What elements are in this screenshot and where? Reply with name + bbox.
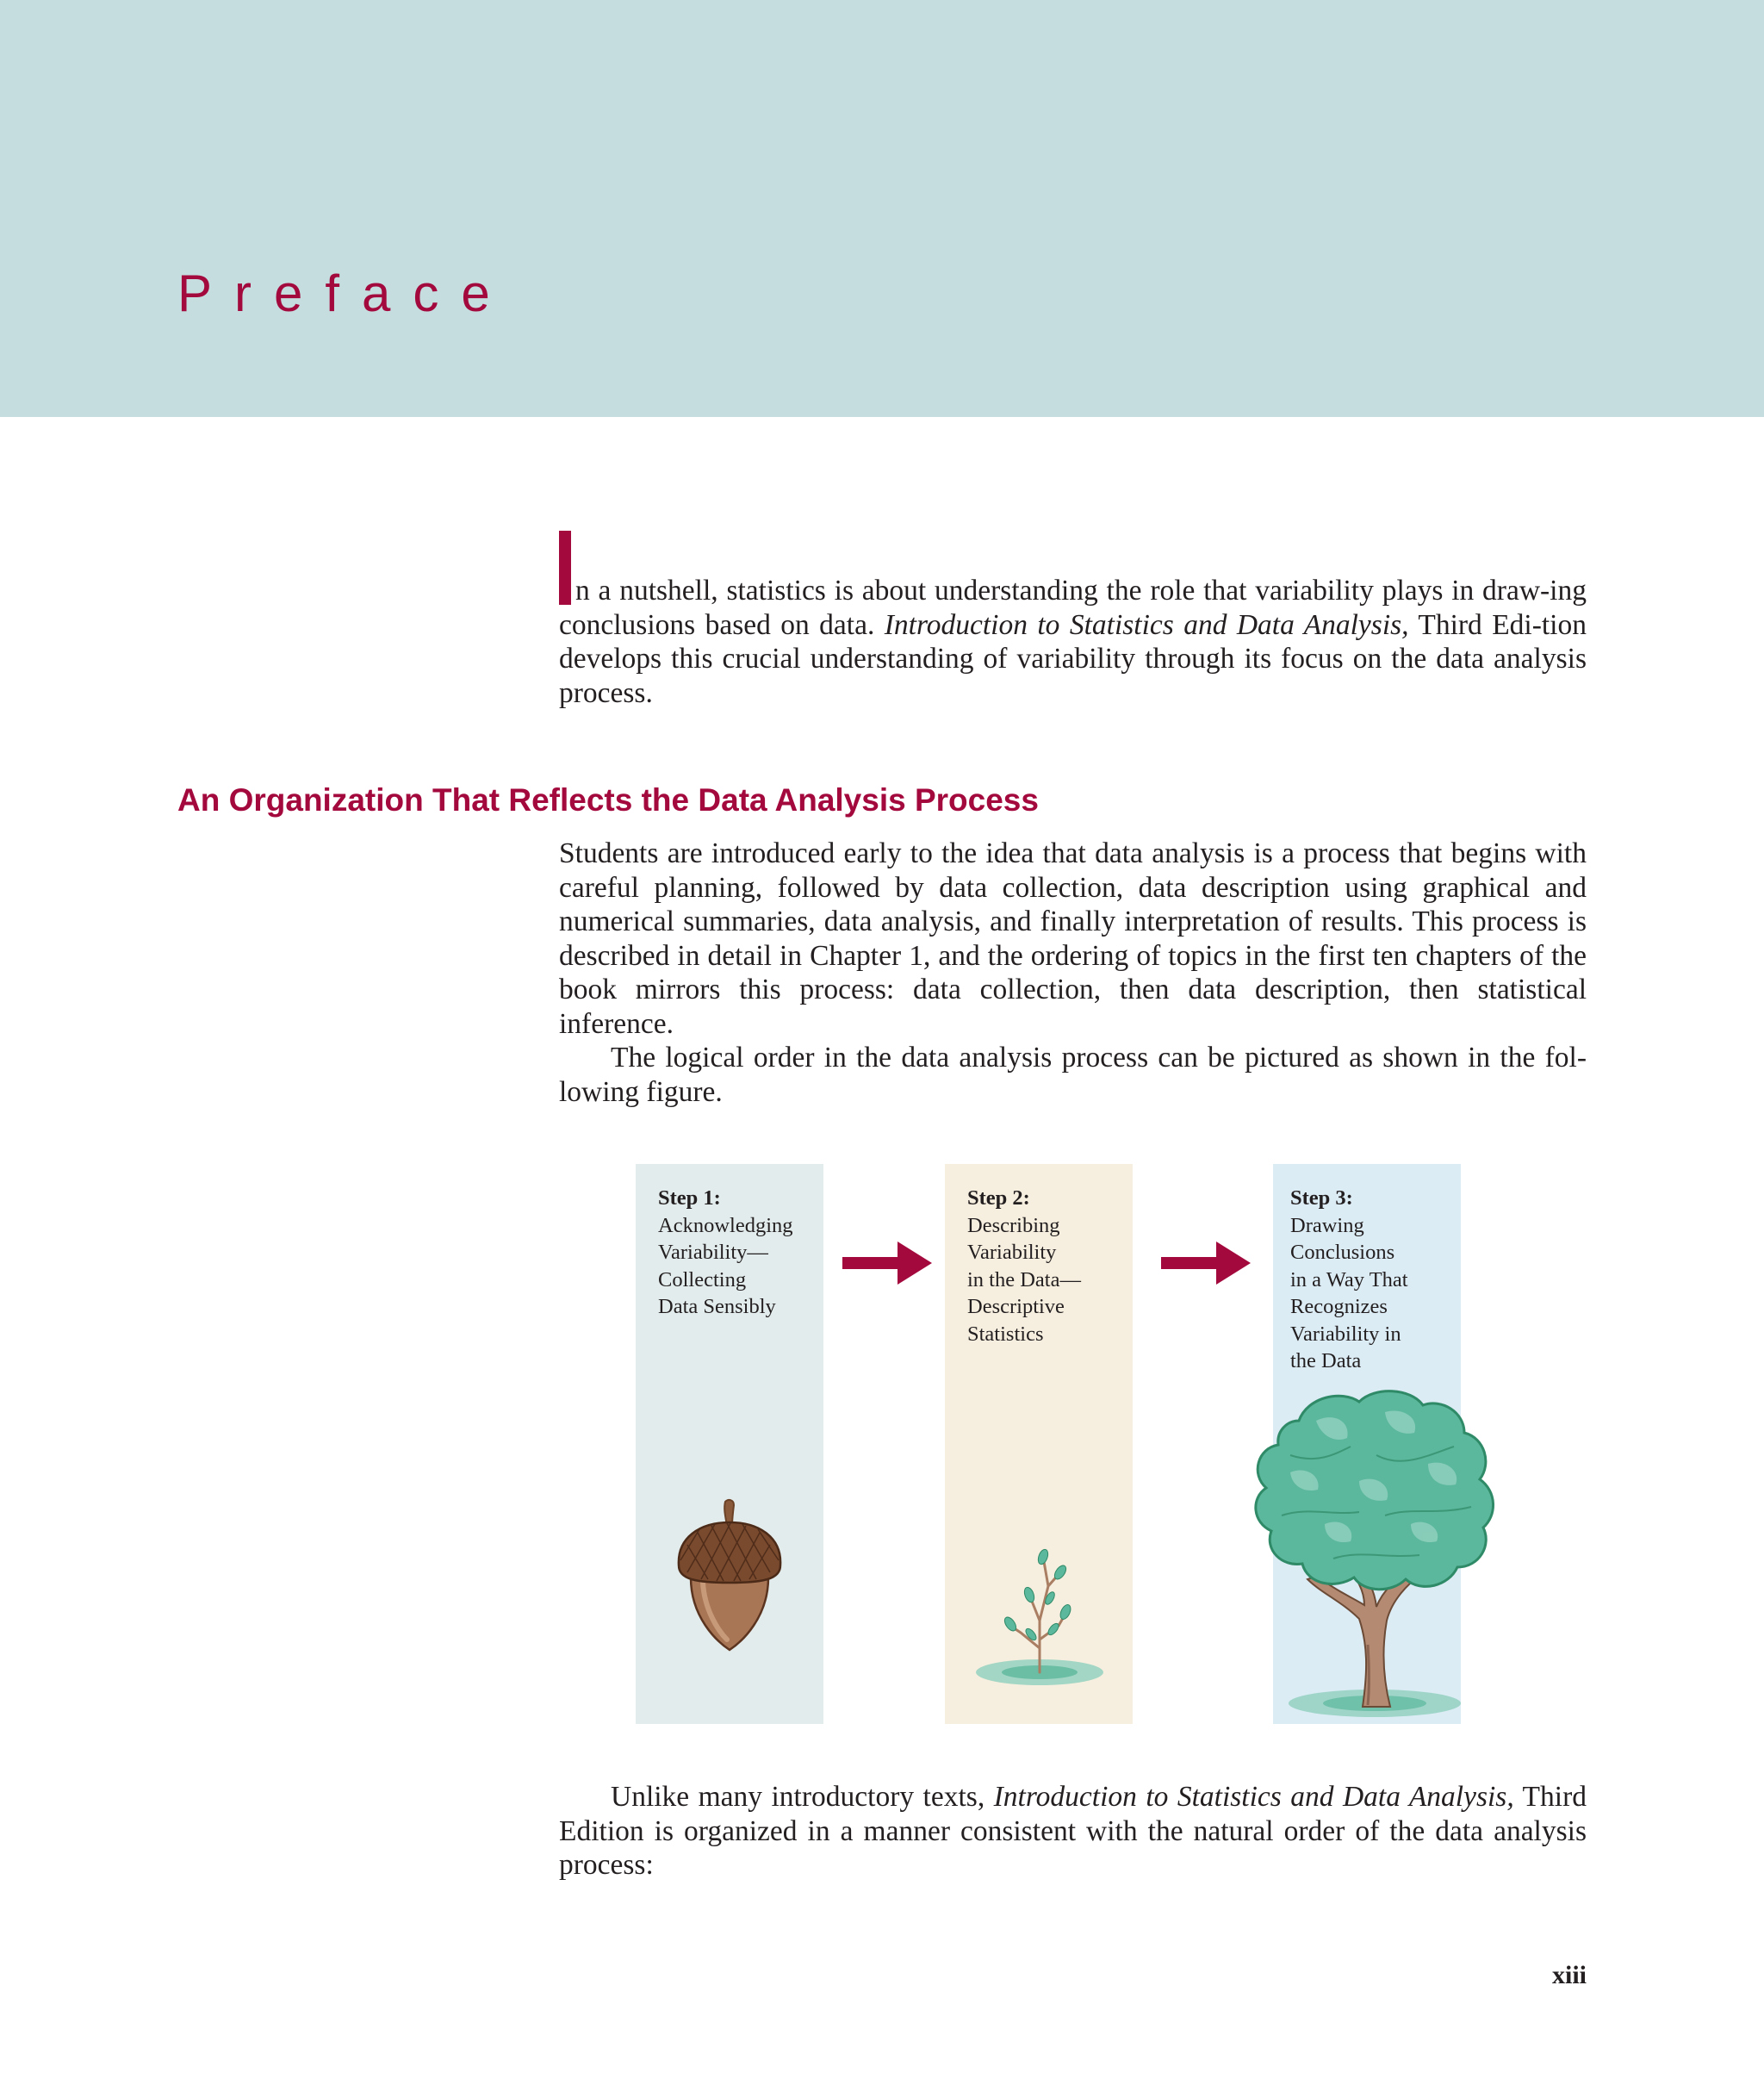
intro-paragraph [559, 531, 1587, 710]
step-3-description: Drawing Conclusions in a Way That Recognizes Variability in the Data [1290, 1213, 1408, 1372]
step-2-title: Step 2: [967, 1186, 1030, 1210]
section-heading: An Organization That Reflects the Data Analysis Process [177, 782, 1039, 818]
step-1-panel [636, 1164, 823, 1724]
closing-paragraph [559, 1780, 1587, 1883]
step-2-panel [945, 1164, 1133, 1724]
section-paragraph-1: Students are introduced early to the idea that data analysis is a process that begins with careful planning, followed by data collection, data description using graphical and numerical summaries, data analysis, and finally interpretation of results. This process is described in detail in Chapter 1, and the ordering of topics in the first ten chapters of the book mirrors this process: data collection, then data description, then statistical inference. [559, 837, 1587, 1040]
step-1-title: Step 1: [658, 1186, 721, 1210]
step-2-description: Describing Variability in the Data— Descriptive Statistics [967, 1213, 1081, 1346]
drop-cap [559, 531, 571, 605]
closing-book-title: Introduction to Statistics and Data Analysis, [993, 1781, 1514, 1813]
intro-text-start: n a nutshell, statistics is about understanding the role that variability plays in draw-ing conclusions based on data. [559, 575, 1587, 641]
header-band [0, 0, 1764, 417]
section-body [559, 837, 1587, 1109]
closing-text-end: Third Edition is organized in a manner consistent with the natural order of the data analysis process: [559, 1781, 1587, 1881]
step-1-description: Acknowledging Variability— Collecting Data Sensibly [658, 1213, 793, 1318]
intro-text-end: Third Edi-tion develops this crucial understanding of variability through its focus on the data analysis process. [559, 608, 1587, 709]
step-3-title: Step 3: [1290, 1186, 1353, 1210]
tree-icon [1239, 1386, 1514, 1722]
seedling-icon [971, 1526, 1109, 1690]
closing-text-start: Unlike many introductory texts, [611, 1781, 994, 1813]
arrow-right-icon [842, 1242, 932, 1285]
data-analysis-process-figure [636, 1164, 1463, 1724]
section-paragraph-2: The logical order in the data analysis process can be pictured as shown in the fol-lowing figure. [559, 1042, 1587, 1108]
intro-book-title: Introduction to Statistics and Data Analysis, [884, 608, 1409, 641]
page-number: xiii [1551, 1961, 1587, 1989]
acorn-icon [674, 1497, 786, 1652]
arrow-right-icon [1161, 1242, 1251, 1285]
page-title: Preface [177, 264, 512, 322]
